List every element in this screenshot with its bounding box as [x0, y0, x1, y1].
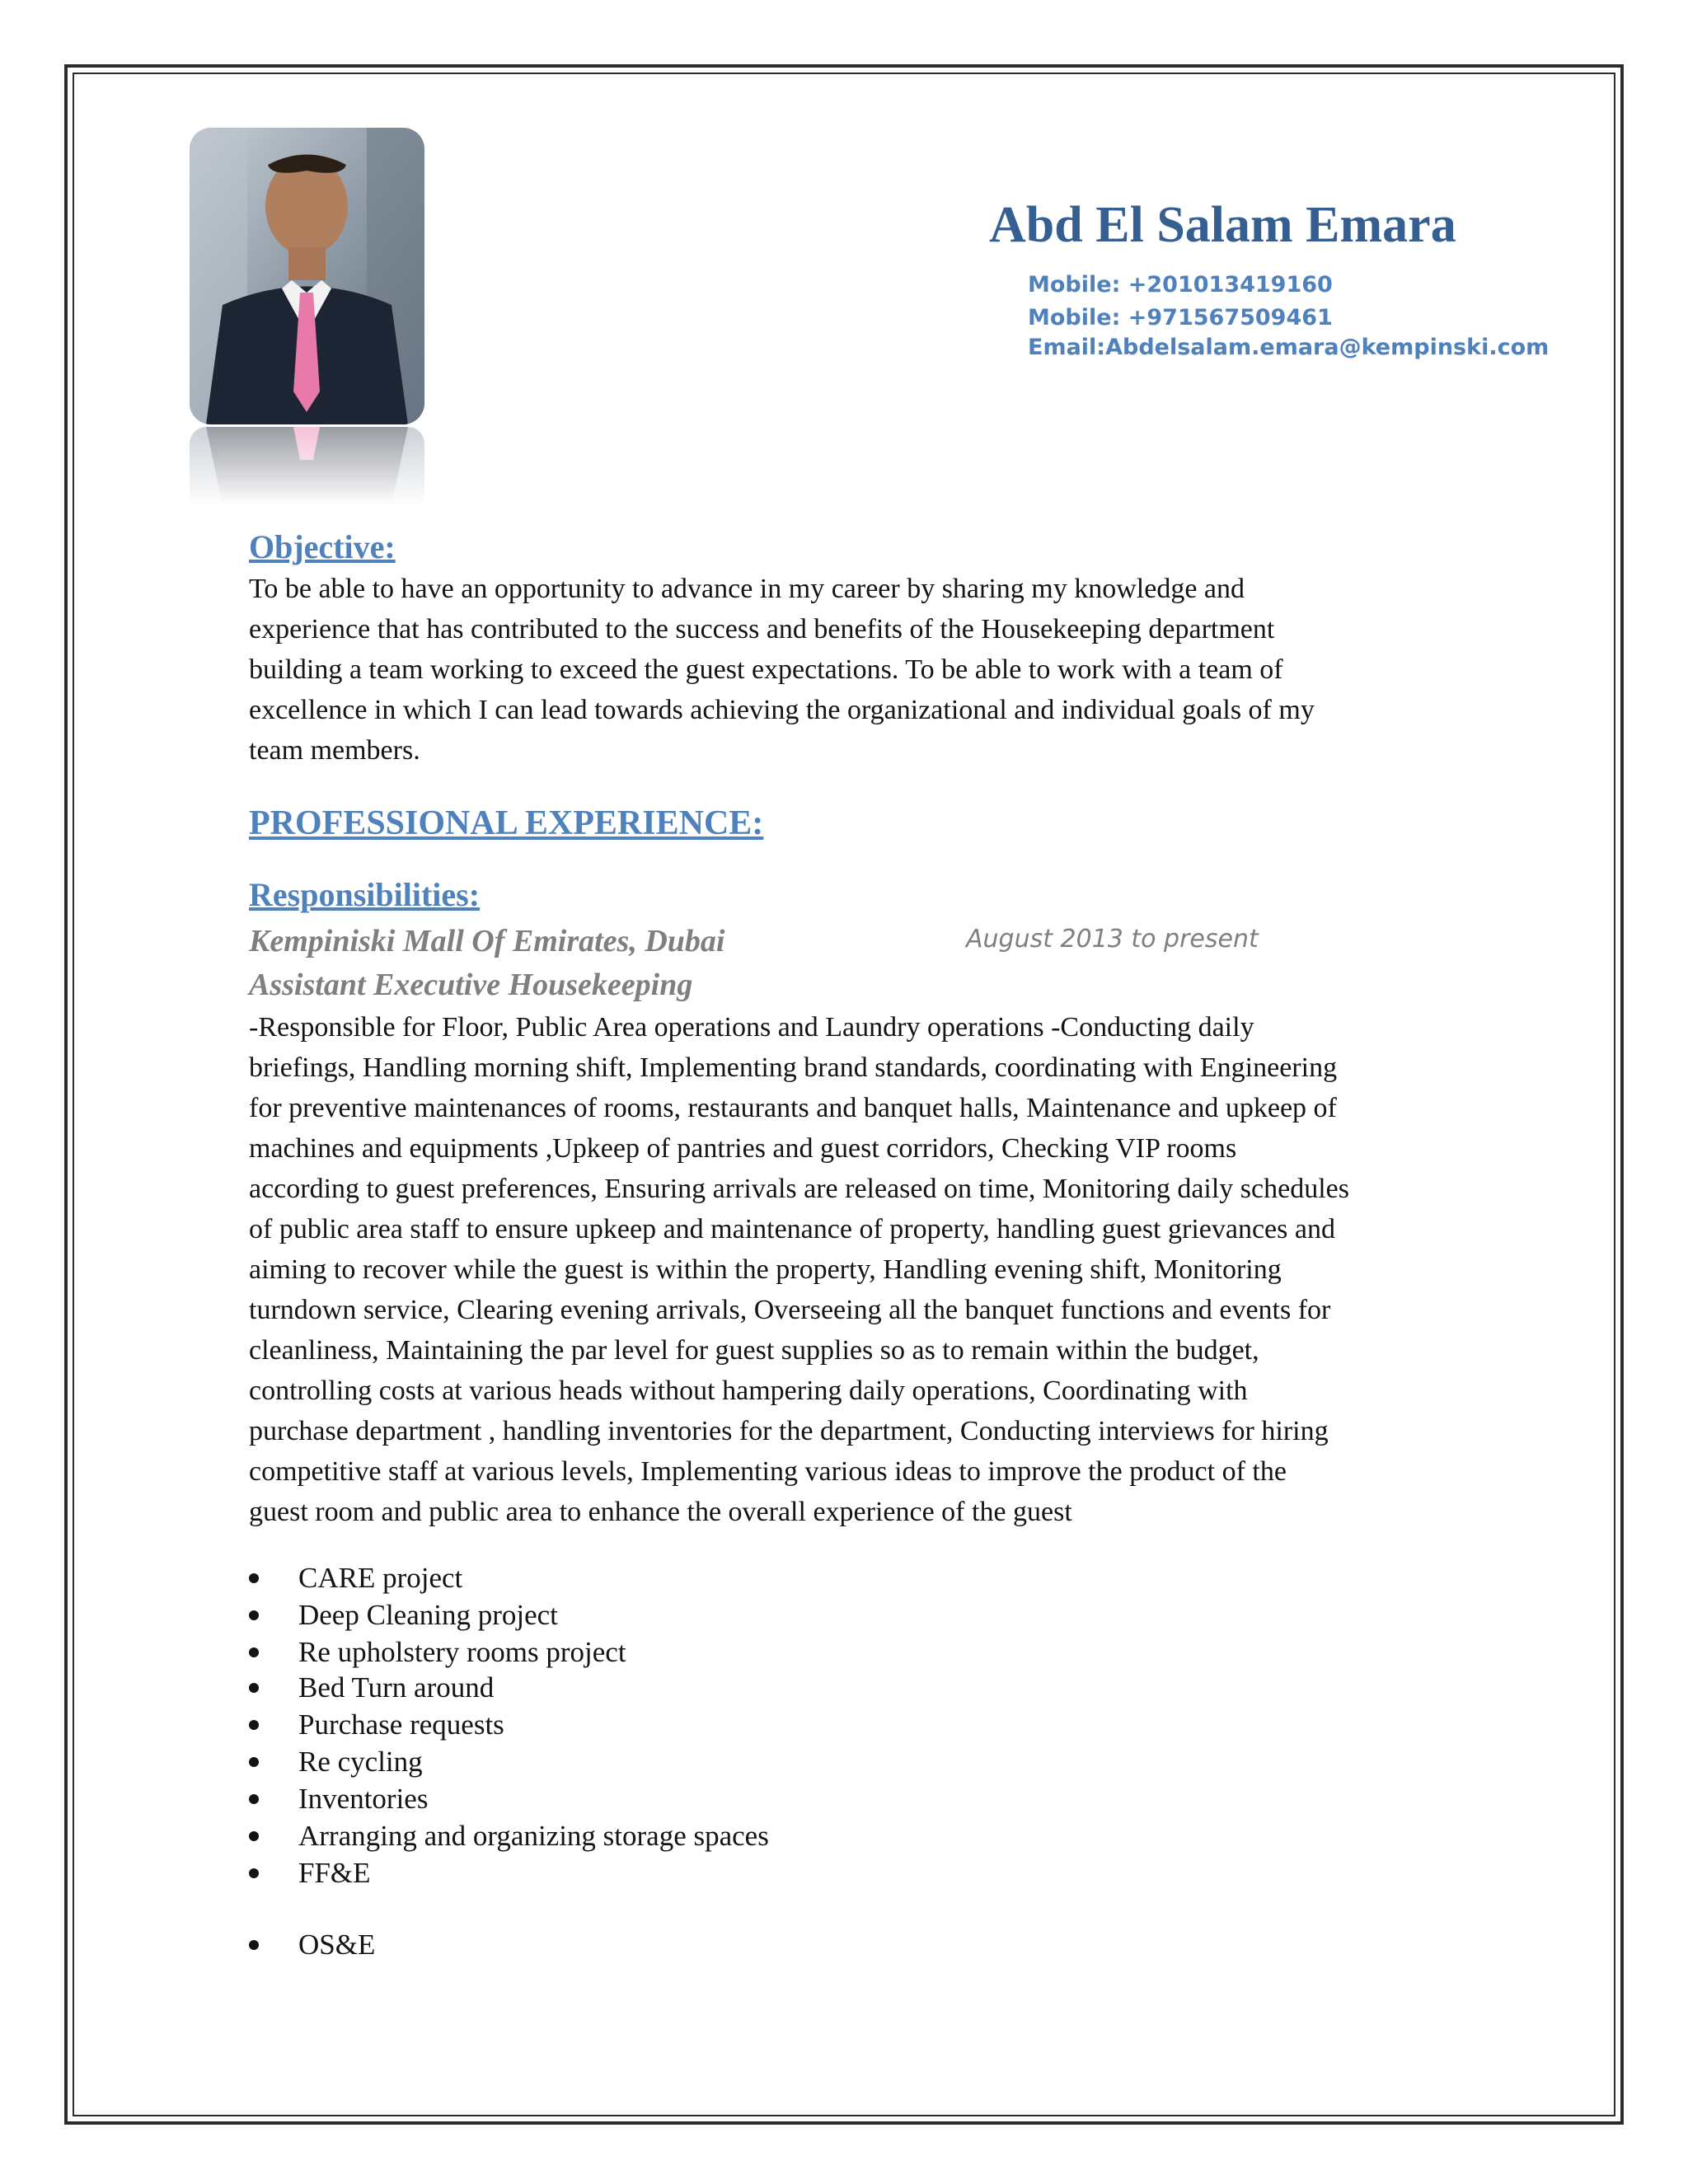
objective-heading: Objective:: [249, 528, 396, 565]
bullet-icon: [249, 1940, 259, 1950]
bullet-icon: [249, 1868, 259, 1878]
objective-line: experience that has contributed to the success and benefits of the Housekeeping department: [249, 614, 1275, 644]
bullet-icon: [249, 1610, 259, 1620]
company-name: Kempiniski Mall Of Emirates, Dubai: [249, 924, 725, 958]
bullet-icon: [249, 1831, 259, 1841]
experience-heading: PROFESSIONAL EXPERIENCE:: [249, 804, 764, 842]
project-label: Purchase requests: [298, 1708, 504, 1741]
project-label: Re cycling: [298, 1746, 423, 1778]
description-line: of public area staff to ensure upkeep and maintenance of property, handling guest grievances and: [249, 1214, 1335, 1244]
description-line: machines and equipments ,Upkeep of pantries and guest corridors, Checking VIP rooms: [249, 1133, 1237, 1164]
mobile-number-2: Mobile: +971567509461: [1028, 305, 1333, 330]
objective-line: To be able to have an opportunity to advance in my career by sharing my knowledge and: [249, 574, 1245, 604]
photo-reflection-icon: [190, 427, 424, 505]
bullet-icon: [249, 1683, 259, 1693]
description-line: controlling costs at various heads without hampering daily operations, Coordinating with: [249, 1376, 1248, 1406]
description-line: according to guest preferences, Ensuring arrivals are released on time, Monitoring daily schedules: [249, 1174, 1349, 1204]
objective-line: team members.: [249, 735, 420, 766]
description-line: guest room and public area to enhance the overall experience of the guest: [249, 1497, 1072, 1527]
description-line: purchase department , handling inventories for the department, Conducting interviews for hiring: [249, 1416, 1329, 1446]
objective-text: [249, 569, 1452, 771]
project-label: Inventories: [298, 1783, 429, 1815]
candidate-name: Abd El Salam Emara: [989, 197, 1456, 253]
project-label: Re upholstery rooms project: [298, 1636, 626, 1668]
project-label: OS&E: [298, 1929, 376, 1961]
email-address: Email:Abdelsalam.emara@kempinski.com: [1028, 335, 1550, 360]
bullet-icon: [249, 1720, 259, 1730]
position-title: Assistant Executive Housekeeping: [249, 968, 693, 1002]
bullet-icon: [249, 1794, 259, 1804]
description-line: briefings, Handling morning shift, Implementing brand standards, coordinating with Engineering: [249, 1052, 1338, 1083]
description-line: for preventive maintenances of rooms, restaurants and banquet halls, Maintenance and upkeep of: [249, 1093, 1337, 1123]
objective-line: building a team working to exceed the guest expectations. To be able to work with a team of: [249, 654, 1283, 685]
project-label: Bed Turn around: [298, 1671, 495, 1704]
project-label: Deep Cleaning project: [298, 1599, 558, 1631]
bullet-icon: [249, 1573, 259, 1583]
employment-date: August 2013 to present: [966, 925, 1259, 954]
description-line: -Responsible for Floor, Public Area operations and Laundry operations -Conducting daily: [249, 1012, 1254, 1043]
profile-photo: [190, 128, 424, 424]
description-line: cleanliness, Maintaining the par level for guest supplies so as to remain within the budget,: [249, 1335, 1259, 1366]
bullet-icon: [249, 1757, 259, 1767]
objective-line: excellence in which I can lead towards achieving the organizational and individual goals of my: [249, 695, 1315, 725]
project-label: Arranging and organizing storage spaces: [298, 1820, 769, 1852]
description-line: competitive staff at various levels, Implementing various ideas to improve the product of the: [249, 1456, 1287, 1487]
mobile-number-1: Mobile: +201013419160: [1028, 272, 1333, 298]
description-line: turndown service, Clearing evening arrivals, Overseeing all the banquet functions and events for: [249, 1295, 1331, 1325]
profile-photo-reflection: [190, 427, 424, 505]
bullet-icon: [249, 1647, 259, 1657]
project-label: CARE project: [298, 1562, 463, 1594]
responsibilities-text: [249, 1007, 1452, 1532]
project-label: FF&E: [298, 1857, 371, 1889]
description-line: aiming to recover while the guest is within the property, Handling evening shift, Monitoring: [249, 1254, 1282, 1285]
responsibilities-heading: Responsibilities:: [249, 876, 481, 913]
person-photo-icon: [190, 128, 424, 424]
